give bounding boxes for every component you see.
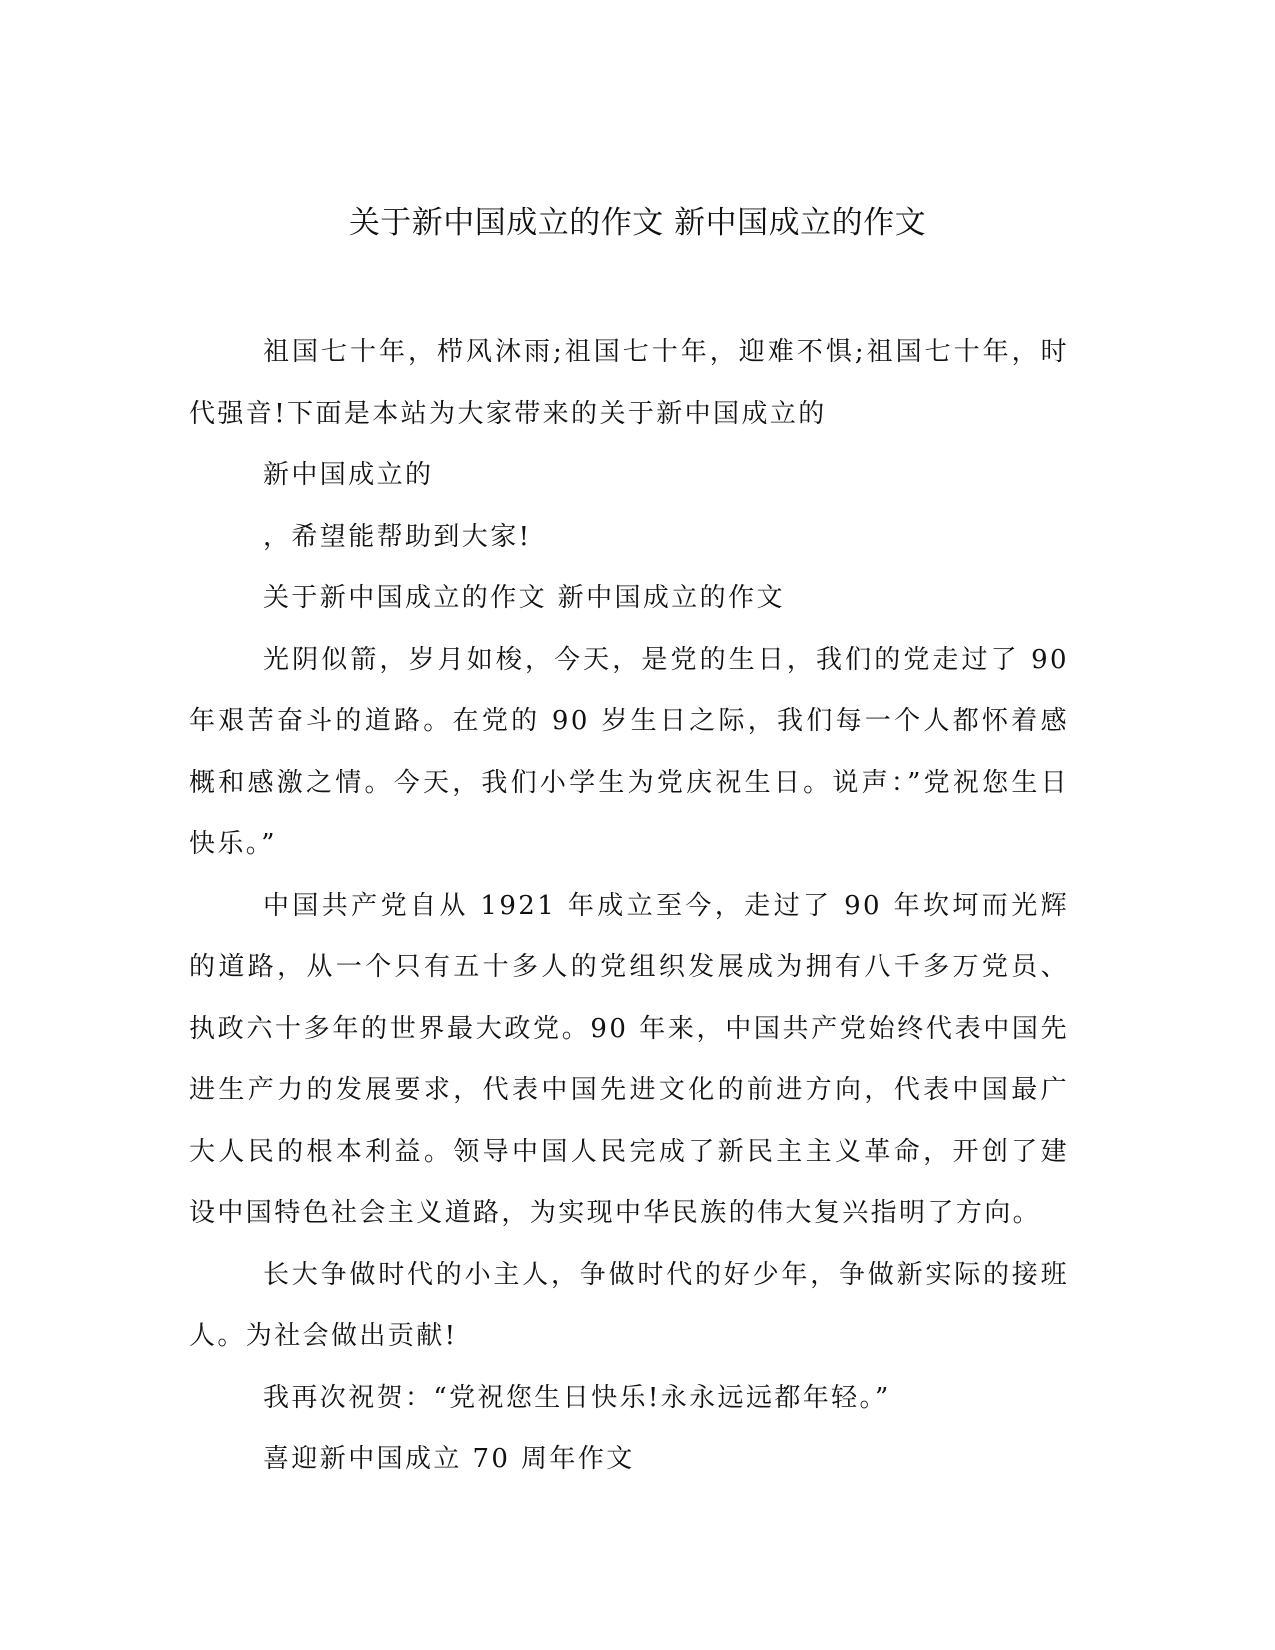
paragraph-fragment-2: ，希望能帮助到大家! [263, 521, 532, 552]
paragraph-party-history: 中国共产党自从 1921 年成立至今，走过了 90 年坎坷而光辉的道路，从一个只有五十多人的党组织发展成为拥有八千多万党员、执政六十多年的世界最大政党。90 年来，中国共产党始终代表中国先进生产力的发展要求，代表中国先进文化的前进方向，代表中国最广大人民的根本利益。领导中国人民完成了新民主主义革命，开创了建设中国特色社会主义道路，为实现中华民族的伟大复兴指明了方向。 [189, 890, 1069, 1228]
paragraph-intro: 祖国七十年，栉风沐雨;祖国七十年，迎难不惧;祖国七十年，时代强音!下面是本站为大家带来的关于新中国成立的 [189, 337, 1069, 429]
document-title: 关于新中国成立的作文 新中国成立的作文 [348, 205, 927, 241]
paragraph-fragment-1: 新中国成立的 [263, 460, 434, 490]
paragraph-aspiration: 长大争做时代的小主人，争做时代的好少年，争做新实际的接班人。为社会做出贡献! [189, 1259, 1069, 1351]
paragraph-party-birthday: 光阴似箭，岁月如梭，今天，是党的生日，我们的党走过了 90 年艰苦奋斗的道路。在党的 90 岁生日之际，我们每一个人都怀着感概和感激之情。今天，我们小学生为党庆祝生日。说声：”党祝您生日快乐。” [189, 644, 1069, 859]
paragraph-subtitle: 关于新中国成立的作文 新中国成立的作文 [263, 583, 785, 613]
paragraph-next-heading: 喜迎新中国成立 70 周年作文 [263, 1444, 635, 1474]
paragraph-congratulation: 我再次祝贺：“党祝您生日快乐!永永远远都年轻。” [263, 1382, 891, 1413]
document-body [189, 322, 1069, 1491]
